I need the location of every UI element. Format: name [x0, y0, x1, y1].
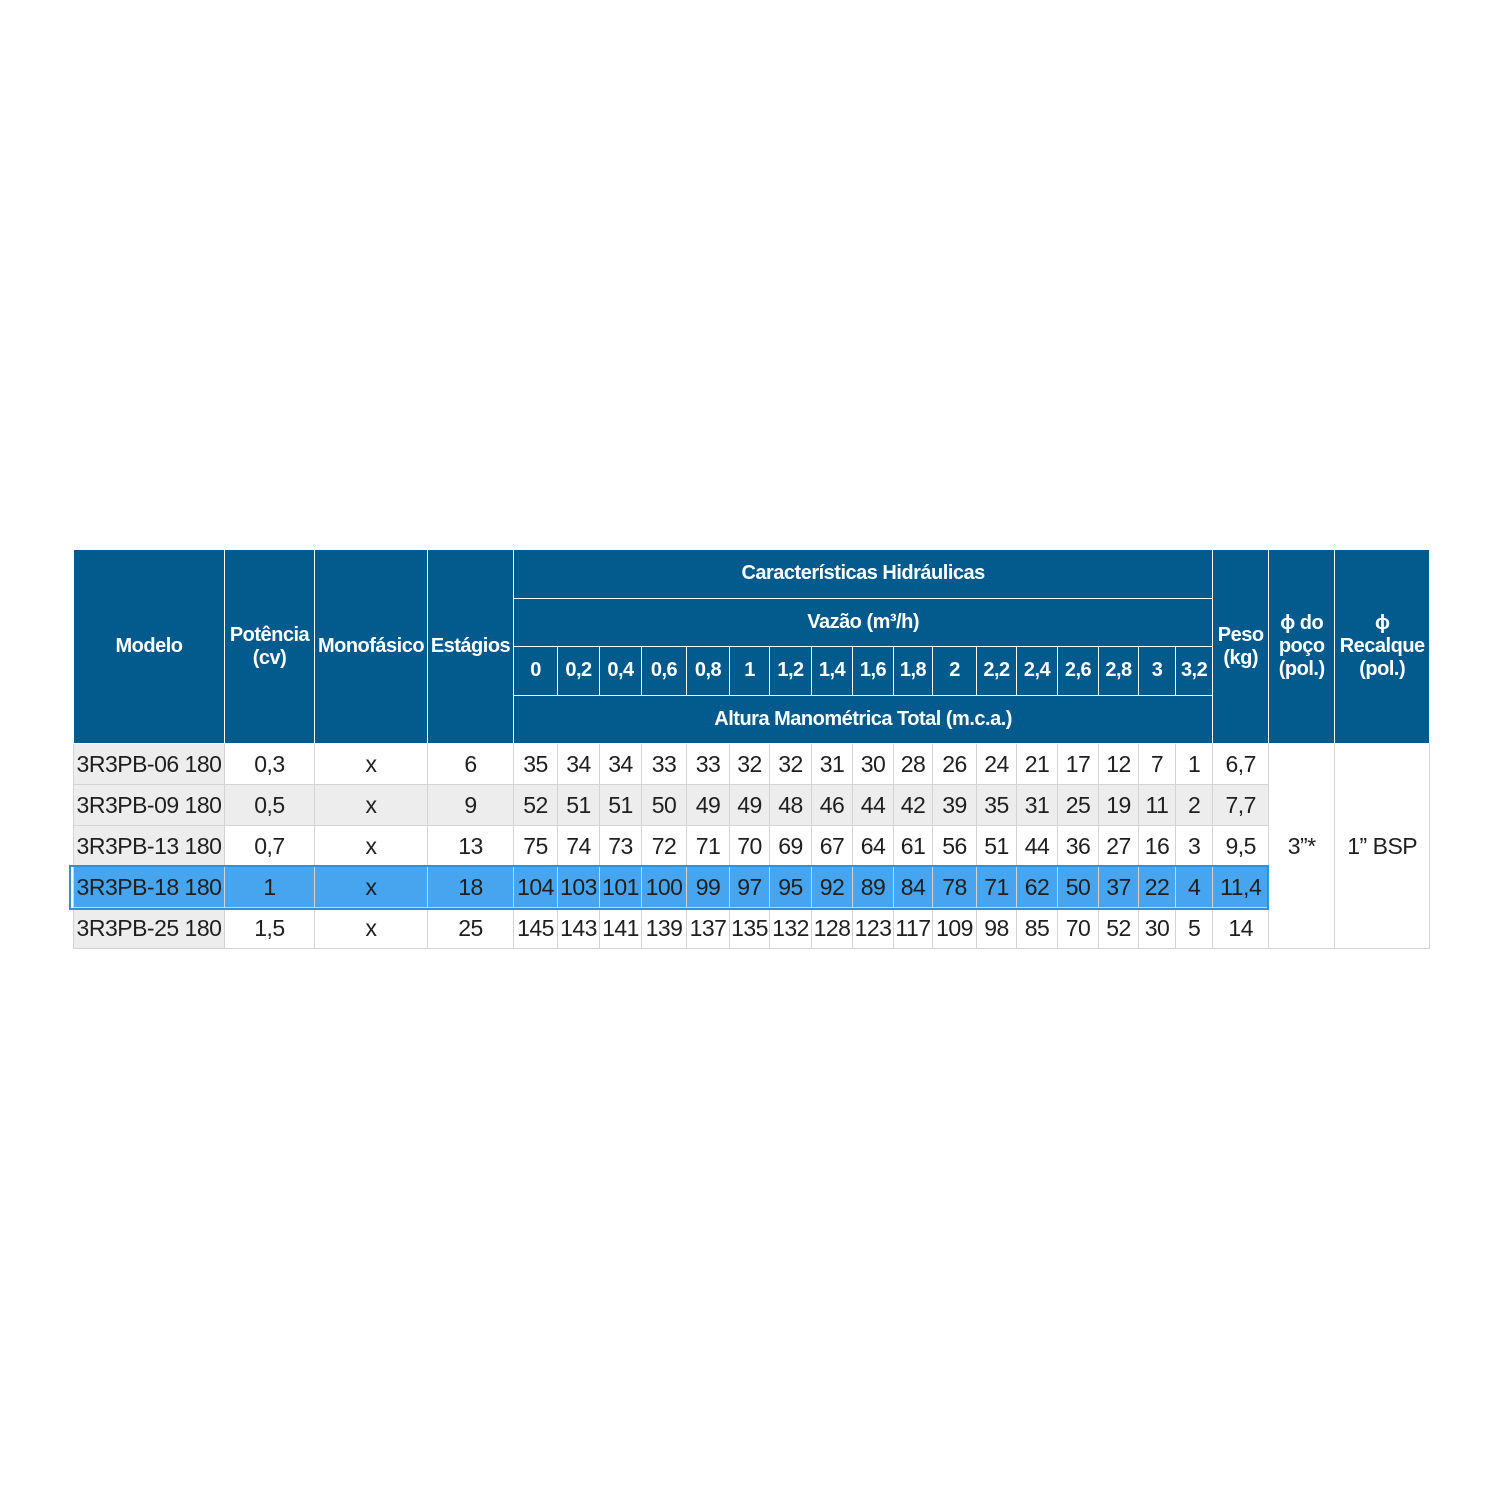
head-value-cell: 50 — [1058, 867, 1099, 908]
flow-value-header: 0,2 — [558, 647, 600, 696]
head-value-cell: 56 — [933, 826, 977, 867]
estagios-cell: 18 — [428, 867, 514, 908]
head-value-cell: 104 — [514, 867, 558, 908]
header-monofasico: Monofásico — [315, 550, 428, 744]
head-value-cell: 49 — [687, 785, 730, 826]
header-estagios: Estágios — [428, 550, 514, 744]
head-value-cell: 139 — [642, 908, 687, 949]
model-cell: 3R3PB-09 180 — [74, 785, 225, 826]
flow-value-header: 1,8 — [894, 647, 933, 696]
table-row — [74, 908, 1430, 949]
header-potencia — [225, 550, 315, 744]
table-row — [74, 785, 1430, 826]
head-value-cell: 50 — [642, 785, 687, 826]
head-value-cell: 85 — [1017, 908, 1058, 949]
header-caracteristicas: Características Hidráulicas — [514, 550, 1213, 599]
flow-value-header: 2,2 — [977, 647, 1017, 696]
header-altura: Altura Manométrica Total (m.c.a.) — [514, 695, 1213, 744]
recalque-value-cell: 1” BSP — [1335, 744, 1430, 949]
head-value-cell: 52 — [514, 785, 558, 826]
estagios-cell: 9 — [428, 785, 514, 826]
head-value-cell: 1 — [1176, 744, 1213, 785]
head-value-cell: 61 — [894, 826, 933, 867]
head-value-cell: 128 — [812, 908, 853, 949]
model-cell: 3R3PB-13 180 — [74, 826, 225, 867]
header-recalque-label: Recalque — [1339, 635, 1425, 657]
monofasico-cell: x — [315, 908, 428, 949]
header-poco-unit: (pol.) — [1278, 658, 1325, 680]
head-value-cell: 4 — [1176, 867, 1213, 908]
head-value-cell: 3 — [1176, 826, 1213, 867]
potencia-cell: 1 — [225, 867, 315, 908]
flow-value-header: 3,2 — [1176, 647, 1213, 696]
flow-value-header: 0 — [514, 647, 558, 696]
head-value-cell: 51 — [600, 785, 642, 826]
head-value-cell: 49 — [730, 785, 770, 826]
flow-value-header: 1,2 — [770, 647, 812, 696]
poco-value-cell: 3”* — [1269, 744, 1335, 949]
flow-value-header: 2,6 — [1058, 647, 1099, 696]
head-value-cell: 44 — [1017, 826, 1058, 867]
flow-value-header: 1,4 — [812, 647, 853, 696]
head-value-cell: 109 — [933, 908, 977, 949]
head-value-cell: 27 — [1099, 826, 1139, 867]
head-value-cell: 35 — [514, 744, 558, 785]
header-poco-label1 — [1269, 612, 1334, 635]
flow-value-header: 2 — [933, 647, 977, 696]
header-potencia-label: Potência — [229, 623, 310, 646]
header-vazao: Vazão (m³/h) — [514, 598, 1213, 647]
diameter-symbol-icon: ϕ — [1280, 612, 1295, 634]
head-value-cell: 70 — [1058, 908, 1099, 949]
head-value-cell: 32 — [770, 744, 812, 785]
head-value-cell: 71 — [687, 826, 730, 867]
head-value-cell: 101 — [600, 867, 642, 908]
head-value-cell: 103 — [558, 867, 600, 908]
head-value-cell: 51 — [558, 785, 600, 826]
estagios-cell: 13 — [428, 826, 514, 867]
head-value-cell: 137 — [687, 908, 730, 949]
head-value-cell: 135 — [730, 908, 770, 949]
peso-cell: 7,7 — [1213, 785, 1269, 826]
model-cell: 3R3PB-06 180 — [74, 744, 225, 785]
peso-cell: 6,7 — [1213, 744, 1269, 785]
potencia-cell: 0,7 — [225, 826, 315, 867]
head-value-cell: 69 — [770, 826, 812, 867]
head-value-cell: 11 — [1139, 785, 1176, 826]
model-cell: 3R3PB-25 180 — [74, 908, 225, 949]
head-value-cell: 25 — [1058, 785, 1099, 826]
head-value-cell: 31 — [812, 744, 853, 785]
header-potencia-unit: (cv) — [252, 646, 287, 669]
head-value-cell: 117 — [894, 908, 933, 949]
head-value-cell: 84 — [894, 867, 933, 908]
header-peso-unit: (kg) — [1223, 646, 1259, 669]
head-value-cell: 62 — [1017, 867, 1058, 908]
head-value-cell: 34 — [600, 744, 642, 785]
head-value-cell: 51 — [977, 826, 1017, 867]
head-value-cell: 12 — [1099, 744, 1139, 785]
header-recalque — [1335, 550, 1430, 744]
head-value-cell: 141 — [600, 908, 642, 949]
pump-spec-table — [73, 549, 1430, 949]
model-cell: 3R3PB-18 180 — [74, 867, 225, 908]
head-value-cell: 73 — [600, 826, 642, 867]
flow-value-header: 3 — [1139, 647, 1176, 696]
head-value-cell: 78 — [933, 867, 977, 908]
head-value-cell: 52 — [1099, 908, 1139, 949]
head-value-cell: 31 — [1017, 785, 1058, 826]
header-poco-label2: poço — [1278, 635, 1325, 657]
head-value-cell: 32 — [730, 744, 770, 785]
header-peso-label: Peso — [1217, 623, 1264, 646]
diameter-symbol-icon: ϕ — [1374, 612, 1390, 634]
head-value-cell: 71 — [977, 867, 1017, 908]
flow-value-header: 0,6 — [642, 647, 687, 696]
monofasico-cell: x — [315, 867, 428, 908]
header-poco-do: do — [1299, 612, 1324, 634]
flow-value-header: 2,4 — [1017, 647, 1058, 696]
head-value-cell: 30 — [1139, 908, 1176, 949]
peso-cell: 14 — [1213, 908, 1269, 949]
header-recalque-unit: (pol.) — [1359, 658, 1406, 680]
head-value-cell: 92 — [812, 867, 853, 908]
head-value-cell: 28 — [894, 744, 933, 785]
monofasico-cell: x — [315, 744, 428, 785]
table-row — [74, 826, 1430, 867]
head-value-cell: 75 — [514, 826, 558, 867]
head-value-cell: 74 — [558, 826, 600, 867]
flow-value-header: 0,4 — [600, 647, 642, 696]
table-body — [74, 744, 1430, 949]
peso-cell: 9,5 — [1213, 826, 1269, 867]
flow-value-header: 2,8 — [1099, 647, 1139, 696]
monofasico-cell: x — [315, 826, 428, 867]
header-modelo: Modelo — [74, 550, 225, 744]
head-value-cell: 97 — [730, 867, 770, 908]
table-row — [74, 744, 1430, 785]
head-value-cell: 72 — [642, 826, 687, 867]
potencia-cell: 1,5 — [225, 908, 315, 949]
potencia-cell: 0,5 — [225, 785, 315, 826]
head-value-cell: 123 — [853, 908, 894, 949]
estagios-cell: 6 — [428, 744, 514, 785]
head-value-cell: 16 — [1139, 826, 1176, 867]
head-value-cell: 89 — [853, 867, 894, 908]
head-value-cell: 22 — [1139, 867, 1176, 908]
header-poco — [1269, 550, 1335, 744]
head-value-cell: 24 — [977, 744, 1017, 785]
head-value-cell: 95 — [770, 867, 812, 908]
table-row — [74, 867, 1430, 908]
head-value-cell: 70 — [730, 826, 770, 867]
head-value-cell: 17 — [1058, 744, 1099, 785]
head-value-cell: 39 — [933, 785, 977, 826]
head-value-cell: 7 — [1139, 744, 1176, 785]
head-value-cell: 30 — [853, 744, 894, 785]
head-value-cell: 35 — [977, 785, 1017, 826]
head-value-cell: 67 — [812, 826, 853, 867]
head-value-cell: 19 — [1099, 785, 1139, 826]
head-value-cell: 26 — [933, 744, 977, 785]
head-value-cell: 36 — [1058, 826, 1099, 867]
head-value-cell: 98 — [977, 908, 1017, 949]
potencia-cell: 0,3 — [225, 744, 315, 785]
head-value-cell: 64 — [853, 826, 894, 867]
head-value-cell: 34 — [558, 744, 600, 785]
head-value-cell: 33 — [687, 744, 730, 785]
estagios-cell: 25 — [428, 908, 514, 949]
head-value-cell: 145 — [514, 908, 558, 949]
head-value-cell: 2 — [1176, 785, 1213, 826]
head-value-cell: 100 — [642, 867, 687, 908]
head-value-cell: 99 — [687, 867, 730, 908]
peso-cell: 11,4 — [1213, 867, 1269, 908]
flow-value-header: 1 — [730, 647, 770, 696]
head-value-cell: 21 — [1017, 744, 1058, 785]
head-value-cell: 48 — [770, 785, 812, 826]
head-value-cell: 37 — [1099, 867, 1139, 908]
head-value-cell: 5 — [1176, 908, 1213, 949]
header-peso — [1213, 550, 1269, 744]
flow-value-header: 0,8 — [687, 647, 730, 696]
head-value-cell: 132 — [770, 908, 812, 949]
head-value-cell: 42 — [894, 785, 933, 826]
monofasico-cell: x — [315, 785, 428, 826]
flow-value-header: 1,6 — [853, 647, 894, 696]
head-value-cell: 33 — [642, 744, 687, 785]
head-value-cell: 143 — [558, 908, 600, 949]
head-value-cell: 44 — [853, 785, 894, 826]
head-value-cell: 46 — [812, 785, 853, 826]
